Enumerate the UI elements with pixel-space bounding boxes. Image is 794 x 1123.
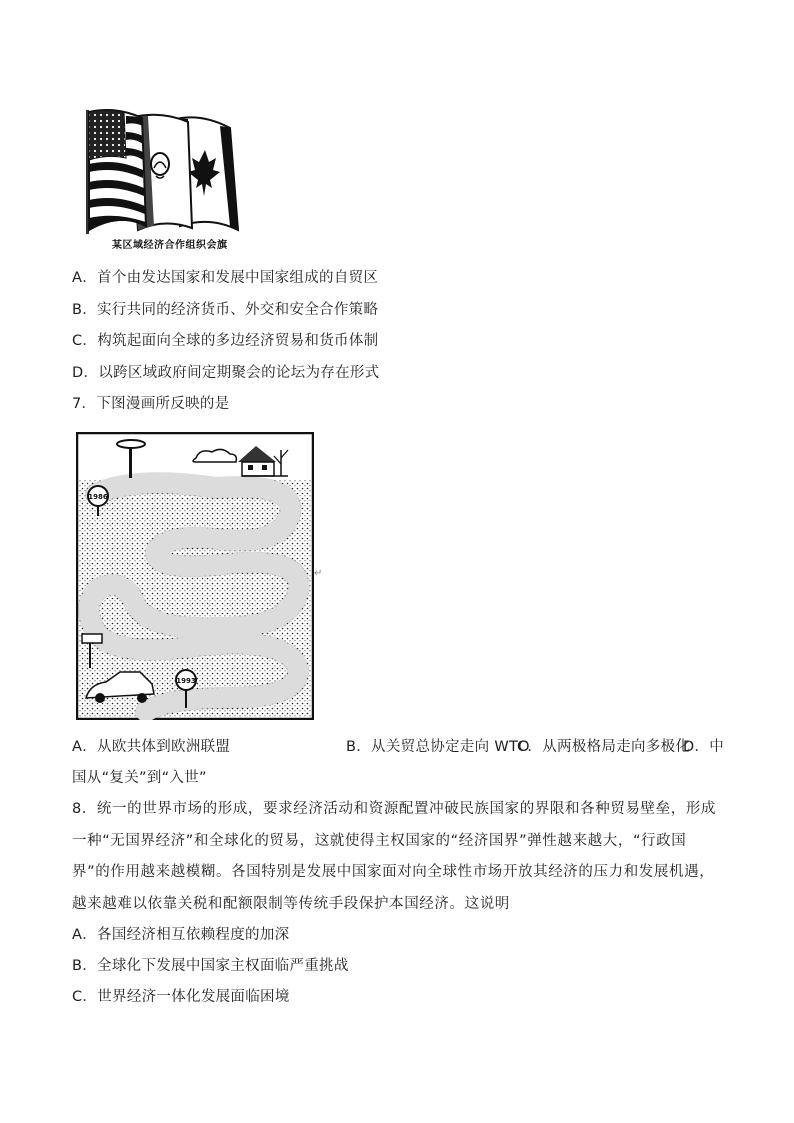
q7-option-d: D．中 bbox=[683, 739, 725, 755]
maze-end-year: 1993 bbox=[176, 677, 196, 685]
q7-option-a: A．从欧共体到欧洲联盟 bbox=[72, 739, 231, 755]
q8-option-c: C．世界经济一体化发展面临困境 bbox=[72, 989, 290, 1005]
paragraph-mark-icon: ↵ bbox=[314, 568, 323, 579]
q8-option-b: B．全球化下发展中国家主权面临严重挑战 bbox=[72, 958, 349, 974]
q7-option-b: B．从关贸总协定走向 WTO bbox=[346, 739, 530, 755]
nafta-flag-image bbox=[80, 106, 240, 254]
maze-cartoon-image bbox=[76, 432, 314, 720]
q7-stem: 7．下图漫画所反映的是 bbox=[72, 396, 230, 412]
q6-option-a: A．首个由发达国家和发展中国家组成的自贸区 bbox=[72, 270, 379, 286]
q6-option-b: B．实行共同的经济货币、外交和安全合作策略 bbox=[72, 302, 379, 318]
q6-option-d: D．以跨区域政府间定期聚会的论坛为存在形式 bbox=[72, 365, 380, 381]
q6-option-c: C．构筑起面向全球的多边经济贸易和货币体制 bbox=[72, 333, 379, 349]
q8-option-a: A．各国经济相互依赖程度的加深 bbox=[72, 927, 290, 943]
q8-stem: 8．统一的世界市场的形成，要求经济活动和资源配置冲破民族国家的界限和各种贸易壁垒，形成一种“无国界经济”和全球化的贸易，这就使得主权国家的“经济国界”弹性越来越大，“行政国界”的作用越来越模糊。各国特别是发展中国家面对向全球性市场开放其经济的压力和发展机遇，越来越难以依靠关税和配额限制等传统手段保护本国经济。这说明 bbox=[72, 801, 717, 912]
maze-start-year: 1986 bbox=[88, 493, 108, 501]
q7-option-c: C．从两极格局走向多极化 bbox=[517, 739, 691, 755]
flag-caption: 某区域经济合作组织会旗 bbox=[112, 240, 228, 251]
q7-option-d-continued: 国从“复关”到“入世” bbox=[72, 770, 207, 786]
